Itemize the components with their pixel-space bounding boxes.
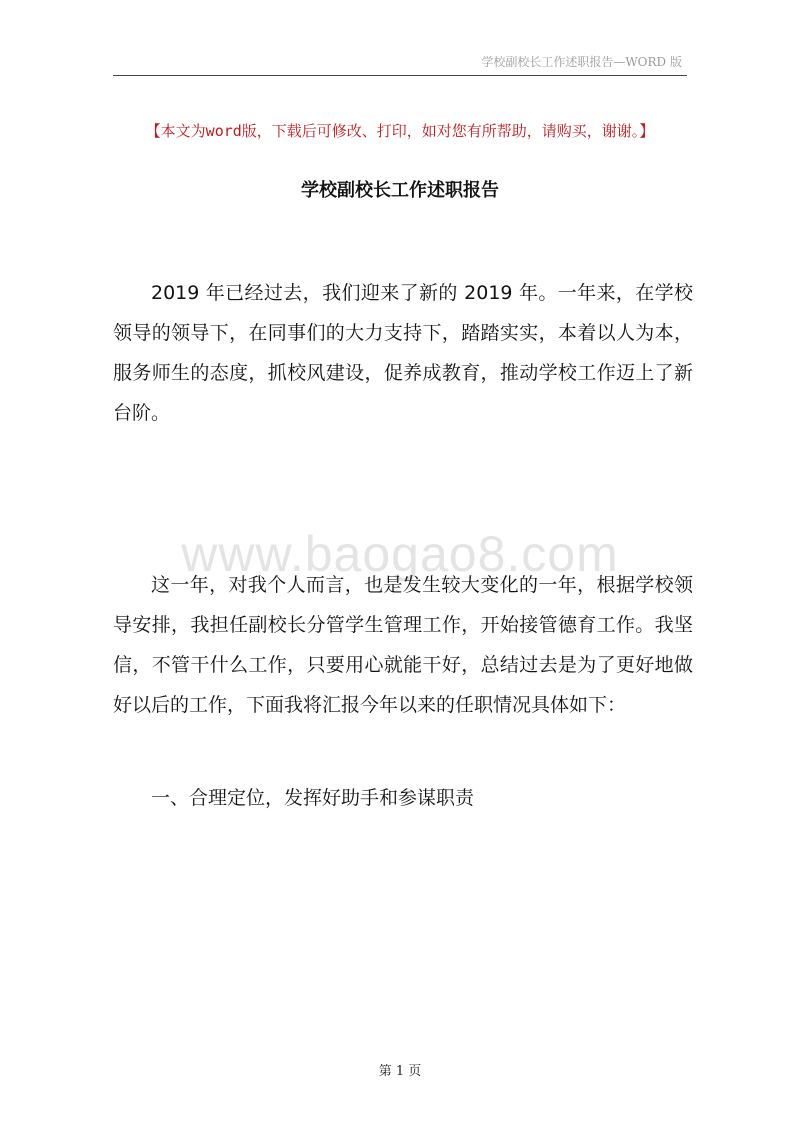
page-number: 第 1 页 [378, 1064, 422, 1079]
paragraph-year-review: 这一年，对我个人而言，也是发生较大变化的一年，根据学校领导安排，我担任副校长分管学生管理工作，开始接管德育工作。我坚信，不管干什么工作，只要用心就能干好，总结过去是为了更好地做好以后的工作，下面我将汇报今年以来的任职情况具体如下： [113, 574, 693, 716]
download-notice: 【本文为word版，下载后可修改、打印，如对您有所帮助，请购买，谢谢。】 [145, 122, 655, 140]
header-divider [113, 75, 687, 76]
website-watermark: www.baogao8.com [181, 526, 619, 582]
paragraph-intro: 2019 年已经过去，我们迎来了新的 2019 年。一年来，在学校领导的领导下，在同事们的大力支持下，踏踏实实，本着以人为本，服务师生的态度，抓校风建设，促养成教育，推动学校工作迈上了新台阶。 [113, 282, 693, 424]
section-heading: 一、合理定位，发挥好助手和参谋职责 [151, 787, 475, 809]
document-title: 学校副校长工作述职报告 [301, 180, 499, 201]
running-header: 学校副校长工作述职报告—WORD 版 [481, 55, 682, 69]
